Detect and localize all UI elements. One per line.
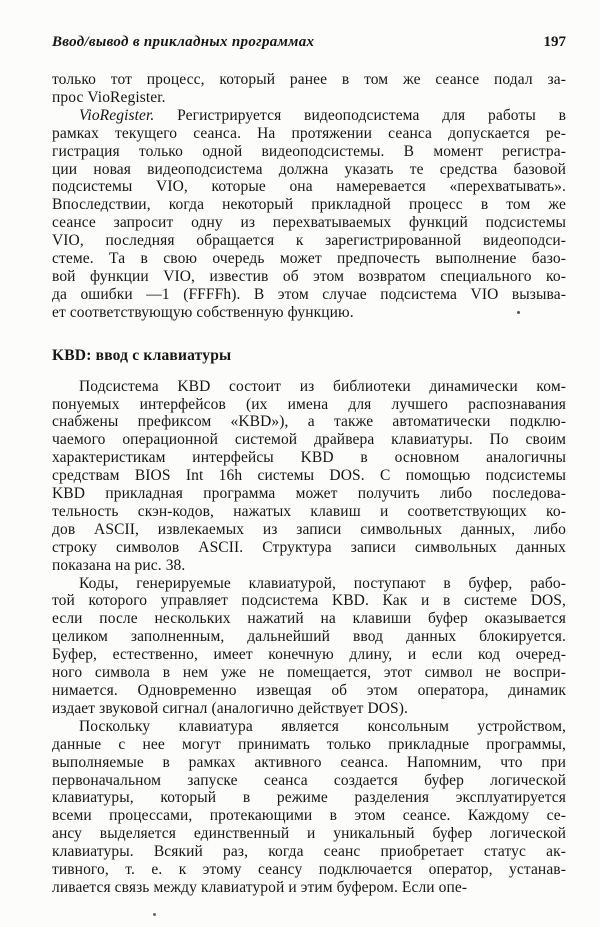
text-line: клавиатуры, который в режиме разделения эксплуатируется [52, 789, 566, 807]
text-line: тельность скэн-кодов, нажатых клавиш и соответствующих ко- [52, 502, 566, 520]
paragraph-kbd-session [52, 718, 566, 897]
paragraph-vioregister [52, 107, 566, 322]
text-line: строку символов ASCII. Структура записи символьных данных [52, 538, 566, 556]
text-line: да ошибки —1 (FFFFh). В этом случае подсистема VIO вызыва- [52, 285, 566, 303]
paragraph-kbd-buffer [52, 575, 566, 718]
text-line: VIO, последняя обращается к зарегистрированной видеоподси- [52, 232, 566, 250]
running-head [52, 34, 566, 51]
text-line: гистрация только одной видеоподсистемы. В момент регистра- [52, 142, 566, 160]
scan-speck [153, 913, 156, 916]
text-line: сеансе запросит одну из перехватываемых функций подсистемы [52, 214, 566, 232]
text-line: ансу выделяется единственный и уникальный буфер логической [52, 825, 566, 843]
text-line: тивного, т. е. к этому сеансу подключается оператор, устанав- [52, 861, 566, 879]
vioregister-term: VioRegister. [79, 106, 155, 124]
text-line: рамках текущего сеанса. На протяжении сеанса допускается ре- [52, 124, 566, 142]
running-head-title: Ввод/вывод в прикладных программах [52, 34, 315, 50]
text-line: клавиатуры. Всякий раз, когда сеанс приобретает статус ак- [52, 843, 566, 861]
text-line: стеме. Та в свою очередь может предпочесть выполнение базо- [52, 250, 566, 268]
text-line: ливается связь между клавиатурой и этим буфером. Если опе- [52, 878, 468, 896]
text-line: Коды, генерируемые клавиатурой, поступают в буфер, рабо- [79, 574, 566, 592]
text-line: всеми процессами, протекающими в этом сеансе. Каждому се- [52, 807, 566, 825]
text-line: ции новая видеоподсистема должна указать те средства базовой [52, 160, 566, 178]
text-line: показана на рис. 38. [52, 556, 186, 574]
text-line: Поскольку клавиатура является консольным устройством, [79, 717, 566, 735]
text-line: Впоследствии, когда некоторый прикладной процесс в том же [52, 196, 566, 214]
text-line: подсистемы VIO, которые она намеревается «перехватывать». [52, 178, 566, 196]
text-line: дов ASCII, извлекаемых из записи символьных данных, либо [52, 520, 566, 538]
text-line: вой функции VIO, известив об этом возвратом специального ко- [52, 267, 566, 285]
page-number: 197 [543, 34, 566, 50]
text-line: только тот процесс, который ранее в том же сеансе подал за- [52, 71, 566, 88]
paragraph-continuation [52, 71, 566, 107]
text-line: Буфер, естественно, имеет конечную длину, и если код очеред- [52, 646, 566, 664]
text-line: целиком заполненным, дальнейший ввод данных блокируется. [52, 628, 566, 646]
text-line: чаемого операционной системой драйвера клавиатуры. По своим [52, 431, 566, 449]
text-line: ет соответствующую собственную функцию. [52, 303, 354, 321]
text-line: Подсистема KBD состоит из библиотеки динамически ком- [79, 377, 566, 395]
page-body [52, 71, 566, 897]
text-line: нимается. Одновременно извещая об этом оператора, динамик [52, 682, 566, 699]
text-line: ного символа в нем уже не помещается, этот символ не воспри- [52, 664, 566, 682]
text-line: данные с нее могут принимать только прикладные программы, [52, 735, 566, 753]
scan-speck [517, 311, 520, 314]
text-line: прос VioRegister. [52, 88, 166, 106]
text-run: Регистрируется видеоподсистема для работы в [154, 106, 566, 124]
text-line: снабжены префиксом «KBD»), а также автоматически подклю- [52, 413, 566, 431]
text-line: выполняемые в рамках активного сеанса. Напомним, что при [52, 753, 566, 771]
text-line: KBD прикладная программа может получить либо последова- [52, 485, 566, 503]
text-line: характеристикам интерфейсы KBD в основном аналогичны [52, 449, 566, 467]
text-line [52, 107, 566, 125]
paragraph-kbd-overview [52, 378, 566, 575]
text-line: издает звуковой сигнал (аналогично действует DOS). [52, 699, 408, 717]
text-line: первоначальном запуске сеанса создается буфер логической [52, 771, 566, 789]
text-line: той которого управляет подсистема KBD. Как и в системе DOS, [52, 592, 566, 610]
text-line: если после нескольких нажатий на клавиши буфер оказывается [52, 610, 566, 628]
section-heading-kbd: KBD: ввод с клавиатуры [52, 346, 232, 364]
text-line: средствам BIOS Int 16h системы DOS. С помощью подсистемы [52, 467, 566, 485]
text-line: понуемых интерфейсов (их имена для лучшего распознавания [52, 395, 566, 413]
